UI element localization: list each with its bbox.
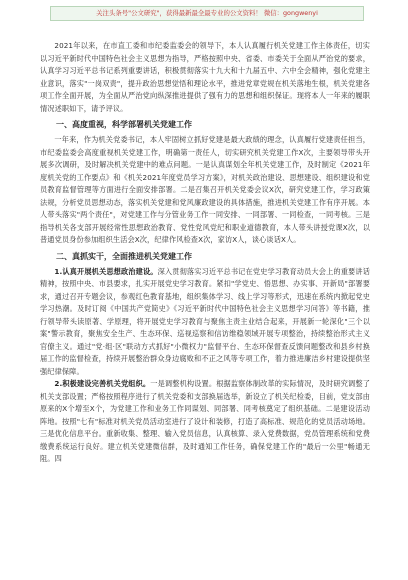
section-2-paragraph-1: [40, 266, 370, 379]
subheading-1: 1.认真开展机关思想政治建设。: [54, 266, 158, 276]
promo-banner: 关注头条号"公文研究"，获得最新最全最专业的公文资料！ 微信：gongwenyi: [50, 6, 364, 21]
section-1-heading: 一、高度重视，科学部署机关党建工作: [56, 120, 192, 129]
section-1-paragraph: 一年来，作为机关党委书记，本人牢固树立抓好党建是最大政绩的理念，认真履行党建责任担当，市纪委监委会高度重视机关党建工作，明确第一责任人，切实研究机关党建工作X次，主要领导带头开展多次调研，及时解决机关党建中的难点问题。一是认真谋划全年机关党建工作，及时制定《2021年度机关党的工作要点》和《机关2021年度党员学习方案》，对机关政治建设、思想建设、组织建设和党员教育监督管理等方面进行全面安排部署。二是召集召开机关党委会议X次，研究党建工作，学习政策法规，分析党员思想动态，落实机关党建和党风廉政建设的具体措施，推进机关党建工作有序开展。本人带头落实"两个责任"，对党建工作与分管业务工作一同安排、一同部署、一同检查，一同考核。三是指导机关各支部开展经常性思想政治教育、党性党风党纪和职业道德教育，本人带头讲授党课X次，以普通党员身份参加组织生活会X次，纪律作风检查X次，家访X人，谈心谈话X人。: [40, 135, 370, 244]
section-2-heading: 二、真抓实干，全面推进机关党建工作: [56, 251, 192, 261]
paragraph-1-text: 深入贯彻落实习近平总书记在党史学习教育动员大会上的重要讲话精神，按照中央、市县要求，扎实开展党史学习教育。紧扣"学党史、悟思想、办实事、开新局"部署要求，通过召开专题会议，参观红色教育基地，组织集体学习、线上学习等形式，迅速在系统内掀起党史学习热潮。及时订阅《中国共产党简史》《习近平新时代中国特色社会主义思想学习问答》等书籍，推行领导带头读原著、学原理，将开展党史学习教育与聚焦主责主业结合起来，开展新一轮深化"三个以案"警示教育，聚焦安全生产、生态环保、巡视巡察和信访维稳领域开展专项整治，持续整治形式主义官僚主义。通过"党·组·区"联动方式抓好"小微权力"监督平台、生态环保督查反馈问题整改和县乡村换届工作的监督检查，持续开展整治群众身边腐败和不正之风等专项工作，着力推进廉洁乡村建设提供坚强纪律保障。: [40, 266, 370, 376]
paragraph-2-text: 一是调整机构设置。根据监察体制改革的实际情况，及时研究调整了机关支部设置；严格按照程序进行了机关党委和支部换届选举，新设立了机关纪检委，目前，党支部由原来的X个增至X个，为党建工作和业务工作同谋划、同部署、同考核奠定了组织基础。二是建设活动阵地。按照"七有"标准对机关党员活动室进行了设计和装修，打造了高标准、规范化的党员活动场地。三是优化信息平台。重新收集、整理、输入党员信息，认真核算、录入党费数据，党员管理系统和党费缴费系统运行良好。建立机关党建微信群，及时通知工作任务，确保党建工作的"最后一公里"畅通无阻。四: [40, 379, 370, 463]
intro-paragraph: 2021年以来，在市直工委和市纪委监委会的领导下，本人认真履行机关党建工作主体责任，切实以习近平新时代中国特色社会主义思想为指导，严格按照中央、省委、市委关于全面从严治党的要求，认真学习习近平总书记系列重要讲话，积极贯彻落实十九大和十九届五中、六中全会精神，强化党建主业意识，落实"一岗双责"，提升政治思想觉悟和理论水平，推进党章党规在机关落地生根，机关党建各项工作全面开展，为全面从严治党向纵深推进提供了强有力的思想和组织保证。现将本人一年来的履职情况述职如下，请予评议。: [40, 41, 370, 113]
document-body: [40, 40, 370, 466]
subheading-2: 2.积极建设完善机关党组织。: [54, 379, 151, 388]
section-2-paragraph-2: [40, 378, 370, 466]
